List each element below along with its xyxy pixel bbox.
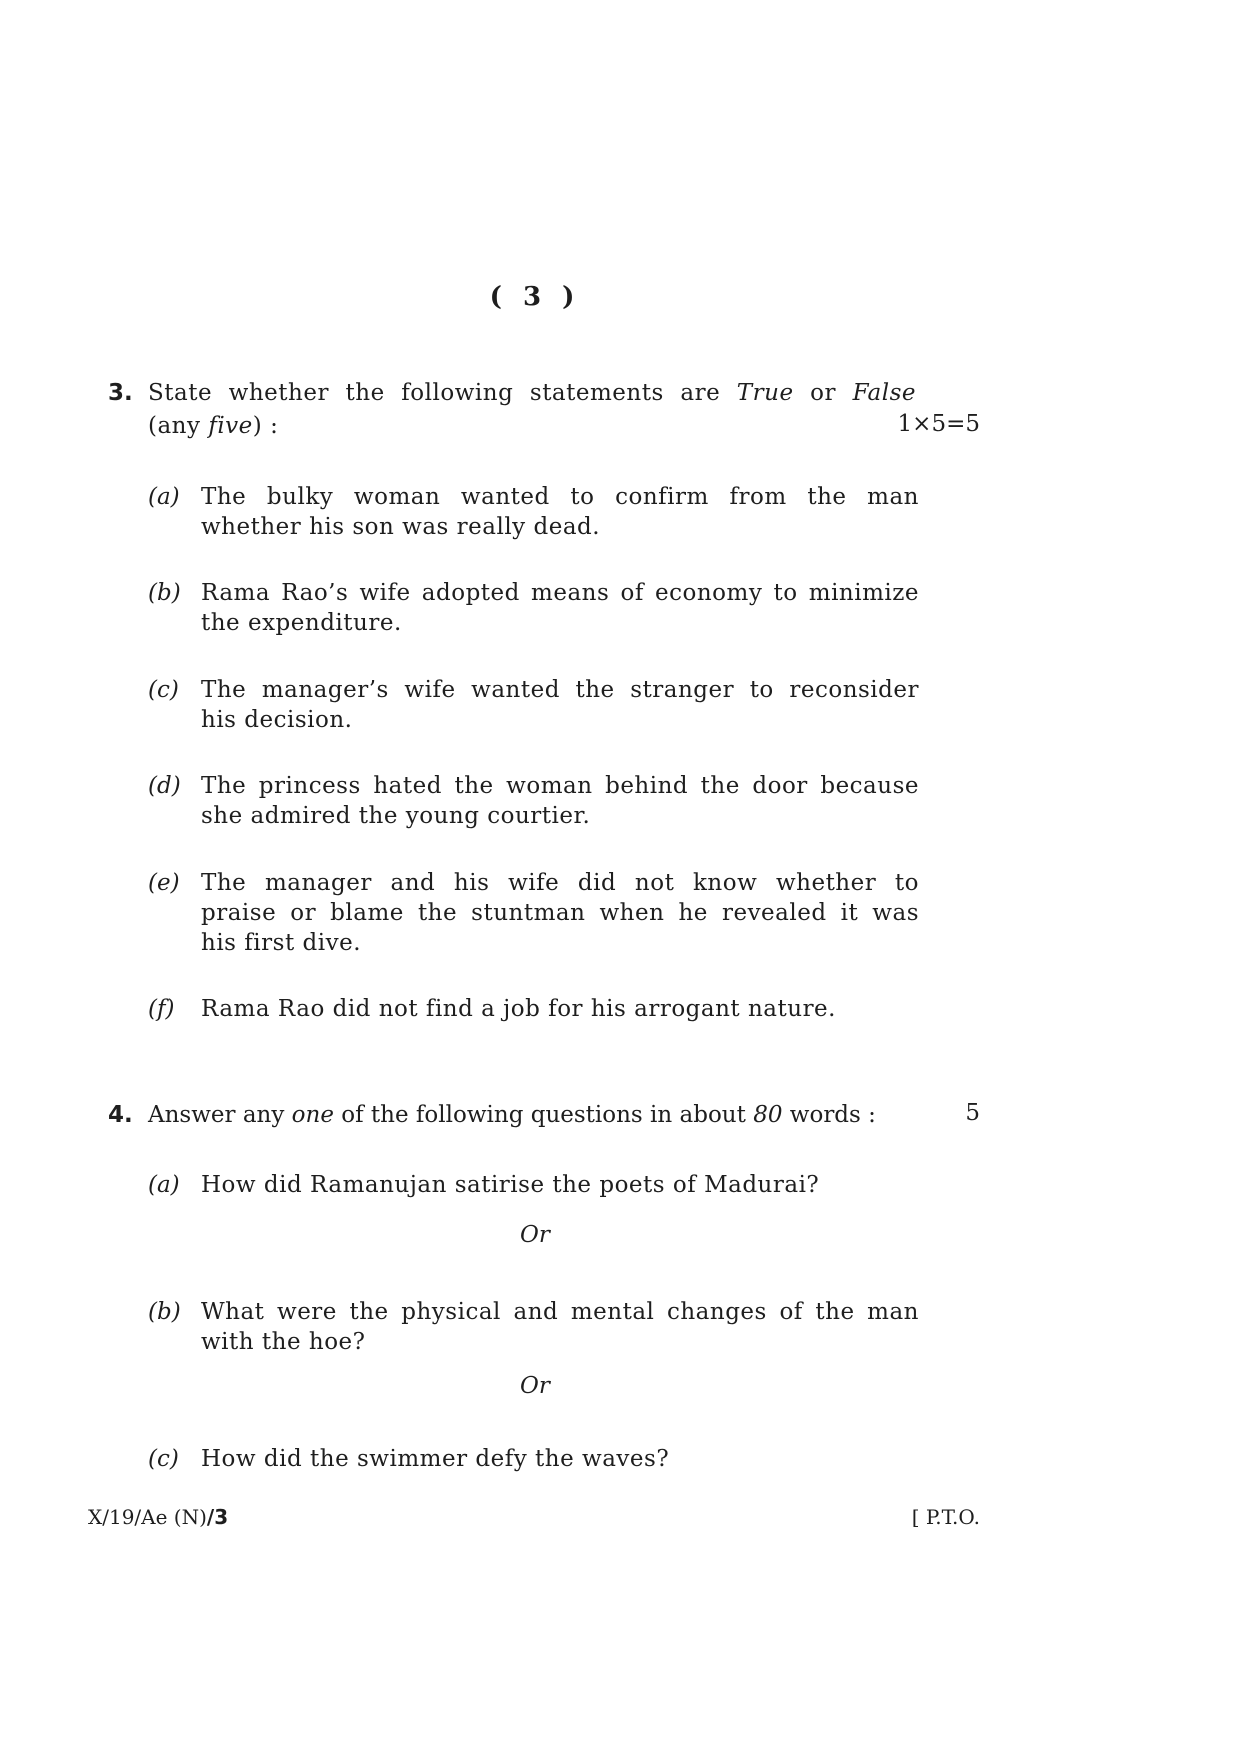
q3-item-c-text: The manager’s wife wanted the stranger to reconsider his decision. xyxy=(201,677,919,733)
page-number: ( 3 ) xyxy=(489,282,581,312)
paper-code: X/19/Ae (N)/3 xyxy=(88,1505,229,1529)
question-3-number: 3. xyxy=(108,380,133,406)
question-4-number: 4. xyxy=(108,1102,133,1128)
q4-item-b-text: What were the physical and mental changes of the man with the hoe? xyxy=(201,1299,919,1355)
q3-item-e-label: (e) xyxy=(148,870,180,896)
or-separator-1: Or xyxy=(520,1222,550,1248)
q4-item-a-label: (a) xyxy=(148,1172,180,1198)
or-separator-2: Or xyxy=(520,1373,550,1399)
q3-item-f-label: (f) xyxy=(148,996,175,1022)
q3-item-e-text: The manager and his wife did not know whether to praise or blame the stuntman when he revealed it was his first dive. xyxy=(201,870,919,956)
q3-item-f-text: Rama Rao did not find a job for his arrogant nature. xyxy=(201,996,836,1022)
question-3-marks: 1×5=5 xyxy=(897,411,980,437)
q3-item-c-label: (c) xyxy=(148,677,179,703)
q3-item-b-label: (b) xyxy=(148,580,181,606)
question-3-line-2: (any five) : xyxy=(148,413,279,439)
question-3-line-1: State whether the following statements are True or False xyxy=(148,380,916,406)
q3-item-d-label: (d) xyxy=(148,773,181,799)
q4-item-a-text: How did Ramanujan satirise the poets of Madurai? xyxy=(201,1172,820,1198)
pto-label: [ P.T.O. xyxy=(911,1505,980,1529)
q4-item-c-label: (c) xyxy=(148,1446,179,1472)
q3-item-b-text: Rama Rao’s wife adopted means of economy to minimize the expenditure. xyxy=(201,580,919,636)
question-4-prompt: Answer any one of the following questions in about 80 words : xyxy=(148,1102,876,1128)
q3-item-d-text: The princess hated the woman behind the door because she admired the young courtier. xyxy=(201,773,919,829)
q4-item-c-text: How did the swimmer defy the waves? xyxy=(201,1446,670,1472)
q3-item-a-label: (a) xyxy=(148,484,180,510)
q4-item-b-label: (b) xyxy=(148,1299,181,1325)
question-4-marks: 5 xyxy=(965,1100,980,1126)
q3-item-a-text: The bulky woman wanted to confirm from the man whether his son was really dead. xyxy=(201,484,919,540)
